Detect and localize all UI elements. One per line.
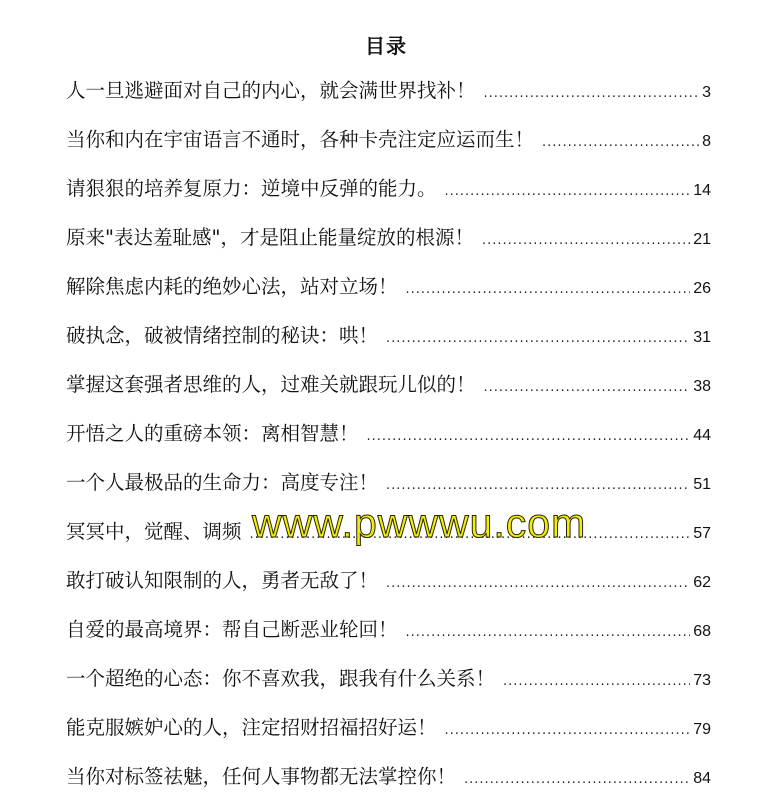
toc-entry-title: 冥冥中，觉醒、调频 xyxy=(66,520,242,543)
toc-leader-dots xyxy=(482,216,690,265)
toc-entry[interactable] xyxy=(66,654,711,703)
toc-leader-dots xyxy=(386,559,690,608)
toc-leader-dots xyxy=(406,608,691,657)
toc-entry[interactable] xyxy=(66,66,711,115)
toc-entry[interactable] xyxy=(66,556,711,605)
toc-entry[interactable] xyxy=(66,213,711,262)
toc-leader-dots xyxy=(386,314,690,363)
toc-entry[interactable] xyxy=(66,409,711,458)
toc-page-number: 38 xyxy=(693,378,711,395)
toc-leader-dots xyxy=(503,657,690,706)
toc-page-number: 3 xyxy=(702,84,711,101)
toc-leader-dots xyxy=(445,167,691,216)
toc-leader-dots xyxy=(367,412,691,461)
toc-page-number: 68 xyxy=(693,623,711,640)
toc-entry[interactable] xyxy=(66,164,711,213)
toc-entry[interactable] xyxy=(66,360,711,409)
toc-page-number: 73 xyxy=(693,672,711,689)
toc-leader-dots xyxy=(445,706,691,755)
toc-leader-dots xyxy=(464,755,690,804)
toc-page-number: 44 xyxy=(693,427,711,444)
toc-page-number: 14 xyxy=(693,182,711,199)
toc-entry[interactable] xyxy=(66,311,711,360)
watermark: www.pwwwu.com xyxy=(252,500,587,546)
toc-leader-dots xyxy=(484,363,691,412)
page-title: 目录 xyxy=(365,34,407,58)
toc-leader-dots xyxy=(406,265,691,314)
toc-entry-title: 开悟之人的重磅本领：离相智慧！ xyxy=(66,422,359,445)
toc-page-number: 57 xyxy=(693,525,711,542)
toc-leader-dots xyxy=(542,118,699,167)
toc-entry-title: 当你和内在宇宙语言不通时，各种卡壳注定应运而生！ xyxy=(66,128,535,151)
toc-page-number: 31 xyxy=(693,329,711,346)
toc-page-number: 79 xyxy=(693,721,711,738)
toc-page-number: 84 xyxy=(693,770,711,787)
toc-page-number: 51 xyxy=(693,476,711,493)
toc-entry-title: 掌握这套强者思维的人，过难关就跟玩儿似的！ xyxy=(66,373,476,396)
toc-entry-title: 破执念，破被情绪控制的秘诀：哄！ xyxy=(66,324,379,347)
toc-entry-title: 解除焦虑内耗的绝妙心法，站对立场！ xyxy=(66,275,398,298)
toc-entry[interactable] xyxy=(66,115,711,164)
toc-entry-title: 敢打破认知限制的人，勇者无敌了！ xyxy=(66,569,379,592)
toc-entry[interactable] xyxy=(66,262,711,311)
toc-entry[interactable] xyxy=(66,605,711,654)
toc-entry[interactable] xyxy=(66,703,711,752)
toc-entry[interactable] xyxy=(66,752,711,801)
toc-entry-title: 人一旦逃避面对自己的内心，就会满世界找补！ xyxy=(66,79,476,102)
table-of-contents xyxy=(66,66,711,801)
toc-page-number: 8 xyxy=(702,133,711,150)
toc-entry-title: 一个人最极品的生命力：高度专注！ xyxy=(66,471,379,494)
toc-entry-title: 一个超绝的心态：你不喜欢我，跟我有什么关系！ xyxy=(66,667,496,690)
toc-entry-title: 能克服嫉妒心的人，注定招财招福招好运！ xyxy=(66,716,437,739)
toc-page-number: 21 xyxy=(693,231,711,248)
toc-leader-dots xyxy=(484,69,700,118)
toc-entry-title: 自爱的最高境界：帮自己断恶业轮回！ xyxy=(66,618,398,641)
toc-page-number: 62 xyxy=(693,574,711,591)
toc-entry-title: 当你对标签祛魅，任何人事物都无法掌控你！ xyxy=(66,765,457,788)
toc-page-number: 26 xyxy=(693,280,711,297)
toc-entry-title: 请狠狠的培养复原力：逆境中反弹的能力。 xyxy=(66,177,437,200)
toc-entry-title: 原来"表达羞耻感"，才是阻止能量绽放的根源！ xyxy=(66,226,474,249)
